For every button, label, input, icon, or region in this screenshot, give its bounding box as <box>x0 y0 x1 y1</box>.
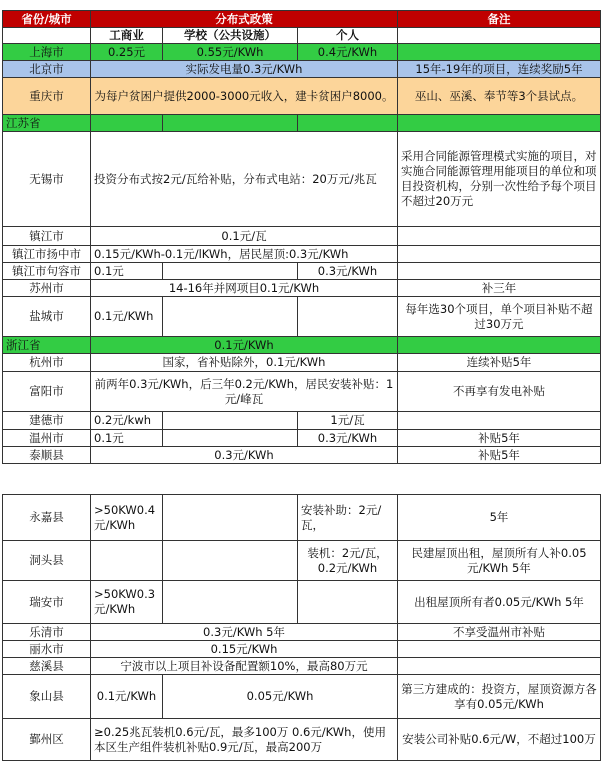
table-row: 乐清市 0.3元/KWh 5年 不享受温州市补贴 <box>3 624 601 641</box>
table-row: 洞头县 装机：2元/瓦，0.2元/KWh 民建屋顶出租，屋顶所有人补0.05元/KWh 5年 <box>3 541 601 581</box>
table-row: 镇江市 0.1元/瓦 <box>3 227 601 246</box>
header-policy: 分布式政策 <box>91 11 398 28</box>
table-row: 丽水市 0.15元/KWh <box>3 641 601 658</box>
table-row: 重庆市 为每户贫困户提供2000-3000元收入，建卡贫困户8000。 巫山、巫溪、奉节等3个县试点。 <box>3 78 601 115</box>
table-row: 慈溪县 宁波市以上项目补设备配置额10%，最高80万元 <box>3 658 601 675</box>
table-row: 象山县 0.1元/KWh 0.05元/KWh 第三方建成的：投资方，屋顶资源方各享有0.05元/KWh <box>3 675 601 719</box>
table-row: 镇江市扬中市 0.15元/KWh-0.1元/lKWh，居民屋顶:0.3元/KWh <box>3 246 601 263</box>
policy-table-lower <box>2 494 601 761</box>
col-school: 学校（公共设施） <box>163 28 298 44</box>
col-industry: 工商业 <box>91 28 163 44</box>
table-row: 泰顺县 0.3元/KWh 补贴5年 <box>3 447 601 464</box>
table-row: 瑞安市 >50KW0.3元/KWh 出租屋顶所有者0.05元/KWh 5年 <box>3 581 601 624</box>
table-row: 建德市 0.2元/kwh 1元/瓦 <box>3 412 601 430</box>
table-row: 永嘉县 >50KW0.4元/KWh 安装补助：2元/瓦， 5年 <box>3 495 601 541</box>
table-row: 北京市 实际发电量0.3元/KWh 15年-19年的项目，连续奖励5年 <box>3 61 601 78</box>
header-row <box>3 11 601 28</box>
subheader-row <box>3 28 601 44</box>
table-row: 上海市 0.25元 0.55元/KWh 0.4元/KWh <box>3 44 601 61</box>
table-row: 富阳市 前两年0.3元/KWh，后三年0.2元/KWh，居民安装补贴：1元/峰瓦 不再享有发电补贴 <box>3 372 601 412</box>
table-row: 温州市 0.1元 0.3元/KWh 补贴5年 <box>3 430 601 447</box>
table-row: 镇江市句容市 0.1元 0.3元/KWh <box>3 263 601 280</box>
header-province: 省份/城市 <box>3 11 91 28</box>
table-row: 盐城市 0.1元/KWh 每年选30个项目，单个项目补贴不超过30万元 <box>3 297 601 337</box>
section-row: 浙江省 0.1元/KWh <box>3 337 601 354</box>
policy-table-upper <box>2 10 601 464</box>
table-row: 鄞州区 ≥0.25兆瓦装机0.6元/瓦，最多100万 0.6元/KWh，使用本区生产组件装机补贴0.9元/瓦，最高200万 安装公司补贴0.6元/W，不超过100万 <box>3 719 601 761</box>
col-personal: 个人 <box>298 28 398 44</box>
table-row: 无锡市 投资分布式按2元/瓦给补贴，分布式电站：20万元/兆瓦 采用合同能源管理模式实施的项目，对实施合同能源管理用能项目的单位和项目投资机构，分别一次性给予每个项目不超过20万元 <box>3 132 601 227</box>
section-row: 江苏省 <box>3 115 601 132</box>
table-row: 杭州市 国家，省补贴除外，0.1元/KWh 连续补贴5年 <box>3 354 601 372</box>
header-note: 备注 <box>398 11 601 28</box>
table-row: 苏州市 14-16年并网项目0.1元/KWh 补三年 <box>3 280 601 297</box>
